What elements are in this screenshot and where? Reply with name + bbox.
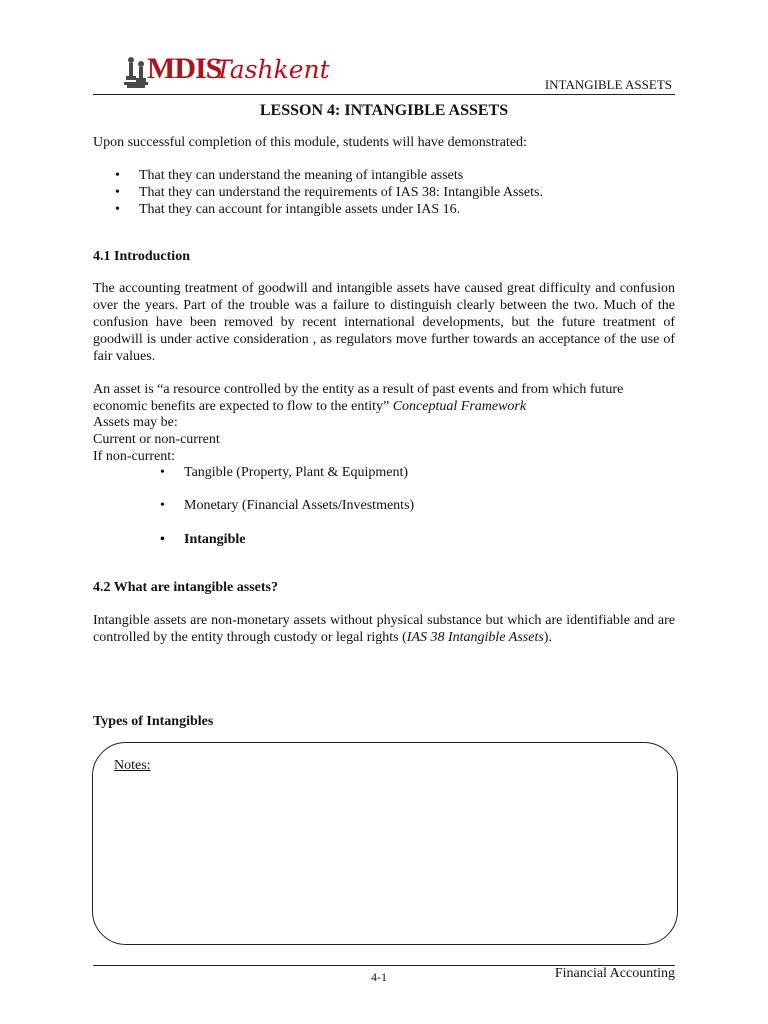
course-title: Financial Accounting	[554, 966, 675, 981]
category-item: • Tangible (Property, Plant & Equipment)	[160, 465, 409, 480]
objectives-list	[115, 167, 543, 218]
objective-item: • That they can understand the meaning of intangible assets	[115, 168, 464, 183]
category-item: • Intangible	[160, 532, 246, 547]
types-heading: Types of Intangibles	[93, 714, 214, 729]
current-line: Current or non-current	[93, 432, 220, 447]
asset-definition-source: Conceptual Framework	[392, 399, 527, 414]
objective-item: • That they can account for intangible assets under IAS 16.	[115, 202, 461, 217]
section-4-1-paragraph: The accounting treatment of goodwill and intangible assets have caused great difficulty and confusion over the years. Part of the trouble was a failure to distinguish clearly between the two. Much of the confusion have been removed by recent international developments, but the future treatment of goodwill is under active consideration , as regulators move further towards an acceptance of the use of fair values.	[93, 281, 675, 364]
if-non-current: If non-current:	[93, 449, 176, 464]
intro-sentence: Upon successful completion of this module, students will have demonstrated:	[93, 135, 527, 150]
page-number: 4-1	[371, 970, 387, 984]
asset-definition: An asset is “a resource controlled by the entity as a result of past events and from which future economic benefits are expected to flow to the entity” Conceptual Framework	[93, 382, 624, 414]
assets-may-be: Assets may be:	[93, 415, 178, 430]
objective-item: • That they can understand the requirements of IAS 38: Intangible Assets.	[115, 185, 543, 200]
section-4-2-paragraph: Intangible assets are non-monetary assets without physical substance but which are identifiable and are controlled by the entity through custody or legal rights (IAS 38 Intangible Assets).	[93, 613, 675, 645]
category-item: • Monetary (Financial Assets/Investments)	[160, 498, 415, 513]
header-divider	[93, 94, 675, 95]
section-4-1-heading: 4.1 Introduction	[93, 249, 190, 264]
logo-city: Tashkent	[215, 55, 330, 84]
ias-38-reference: IAS 38 Intangible Assets	[406, 630, 544, 645]
section-4-2-heading: 4.2 What are intangible assets?	[93, 580, 278, 595]
notes-label: Notes:	[114, 758, 151, 773]
logo-brand: MDIS	[147, 52, 222, 85]
notes-box	[92, 742, 678, 945]
lesson-title: LESSON 4: INTANGIBLE ASSETS	[259, 102, 509, 119]
chess-pieces-icon	[123, 54, 149, 92]
mdis-logo	[123, 52, 330, 92]
header-section-title: INTANGIBLE ASSETS	[544, 77, 672, 92]
